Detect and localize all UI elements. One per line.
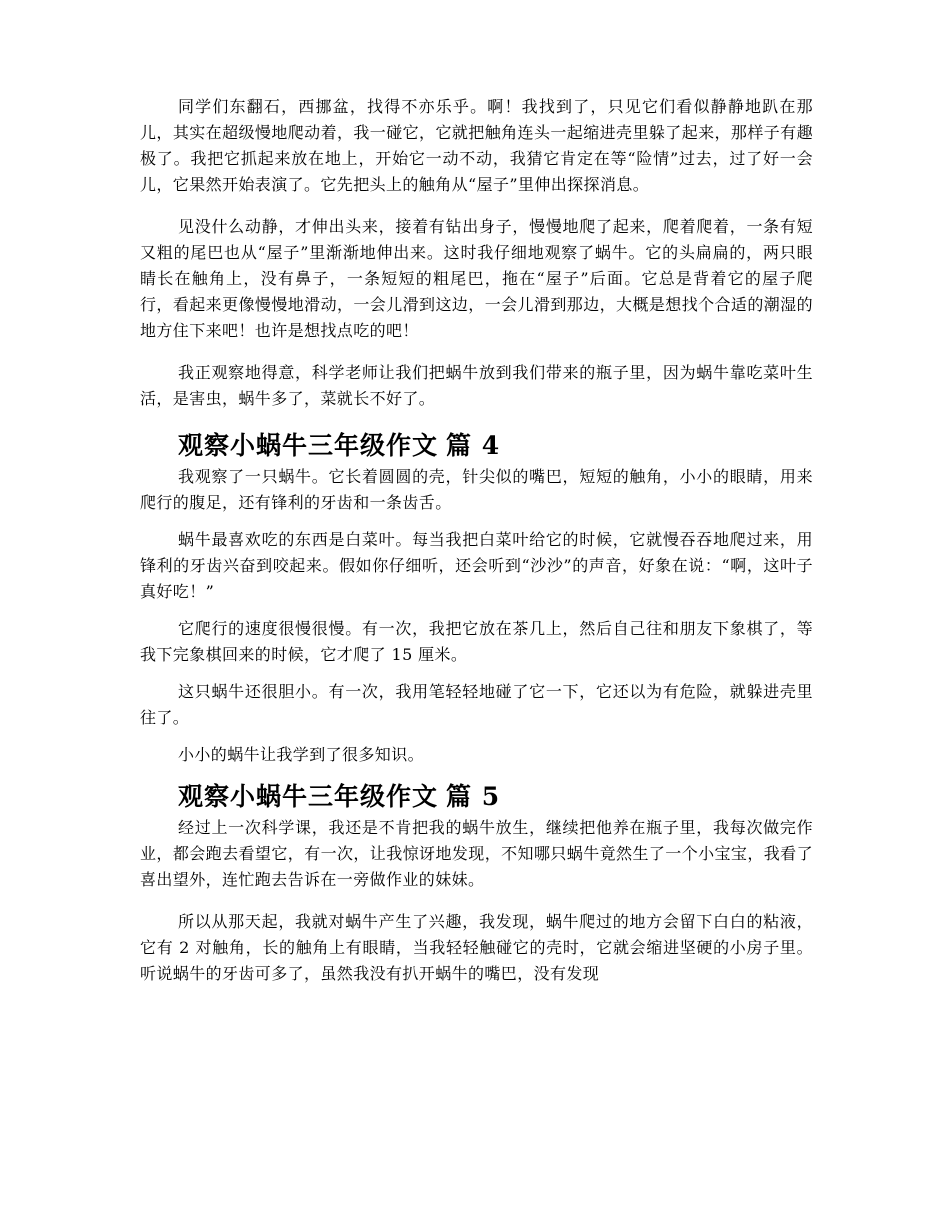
- body-paragraph: 所以从那天起，我就对蜗牛产生了兴趣，我发现，蜗牛爬过的地方会留下白白的粘液，它有 2 对触角，长的触角上有眼睛，当我轻轻触碰它的壳时，它就会缩进坚硬的小房子里。听说蜗牛的牙齿可多了，虽然我没有扒开蜗牛的嘴巴，没有发现: [140, 912, 813, 983]
- body-paragraph: 见没什么动静，才伸出头来，接着有钻出身子，慢慢地爬了起来，爬着爬着，一条有短又粗的尾巴也从“屋子”里渐渐地伸出来。这时我仔细地观察了蜗牛。它的头扁扁的，两只眼睛长在触角上，没有鼻子，一条短短的粗尾巴，拖在“屋子”后面。它总是背着它的屋子爬行，看起来更像慢慢地滑动，一会儿滑到这边，一会儿滑到那边，大概是想找个合适的潮湿的地方住下来吧！也许是想找点吃的吧！: [140, 217, 813, 340]
- section-heading-text: 观察小蜗牛三年级作文: [178, 431, 439, 460]
- body-paragraph: 这只蜗牛还很胆小。有一次，我用笔轻轻地碰了它一下，它还以为有危险，就躲进壳里往了。: [140, 682, 813, 727]
- section-heading-text: 观察小蜗牛三年级作文: [178, 782, 439, 811]
- body-paragraph: 小小的蜗牛让我学到了很多知识。: [178, 745, 425, 764]
- body-paragraph: 经过上一次科学课，我还是不肯把我的蜗牛放生，继续把他养在瓶子里，我每次做完作业，都会跑去看望它，有一次，让我惊讶地发现，不知哪只蜗牛竟然生了一个小宝宝，我看了喜出望外，连忙跑去告诉在一旁做作业的妹妹。: [140, 818, 813, 889]
- body-paragraph: 蜗牛最喜欢吃的东西是白菜叶。每当我把白菜叶给它的时候，它就慢吞吞地爬过来，用锋利的牙齿兴奋到咬起来。假如你仔细听，还会听到“沙沙”的声音，好象在说：“啊，这叶子真好吃！”: [140, 530, 813, 601]
- body-paragraph: 它爬行的速度很慢很慢。有一次，我把它放在茶几上，然后自己往和朋友下象棋了，等我下完象棋回来的时候，它才爬了 15 厘米。: [140, 619, 813, 664]
- section-heading-4: [140, 428, 813, 464]
- section-heading-number: 篇 4: [446, 431, 501, 460]
- section-heading-5: [140, 779, 813, 815]
- body-paragraph: 我观察了一只蜗牛。它长着圆圆的壳，针尖似的嘴巴，短短的触角，小小的眼睛，用来爬行的腹足，还有锋利的牙齿和一条齿舌。: [140, 467, 813, 512]
- section-heading-number: 篇 5: [446, 782, 501, 811]
- body-paragraph: 我正观察地得意，科学老师让我们把蜗牛放到我们带来的瓶子里，因为蜗牛靠吃菜叶生活，是害虫，蜗牛多了，菜就长不好了。: [140, 363, 813, 408]
- body-paragraph: 同学们东翻石，西挪盆，找得不亦乐乎。啊！我找到了，只见它们看似静静地趴在那儿，其实在超级慢地爬动着，我一碰它，它就把触角连头一起缩进壳里躲了起来，那样子有趣极了。我把它抓起来放在地上，开始它一动不动，我猜它肯定在等“险情”过去，过了好一会儿，它果然开始表演了。它先把头上的触角从“屋子”里伸出探探消息。: [140, 97, 813, 194]
- document-body: [140, 94, 813, 1003]
